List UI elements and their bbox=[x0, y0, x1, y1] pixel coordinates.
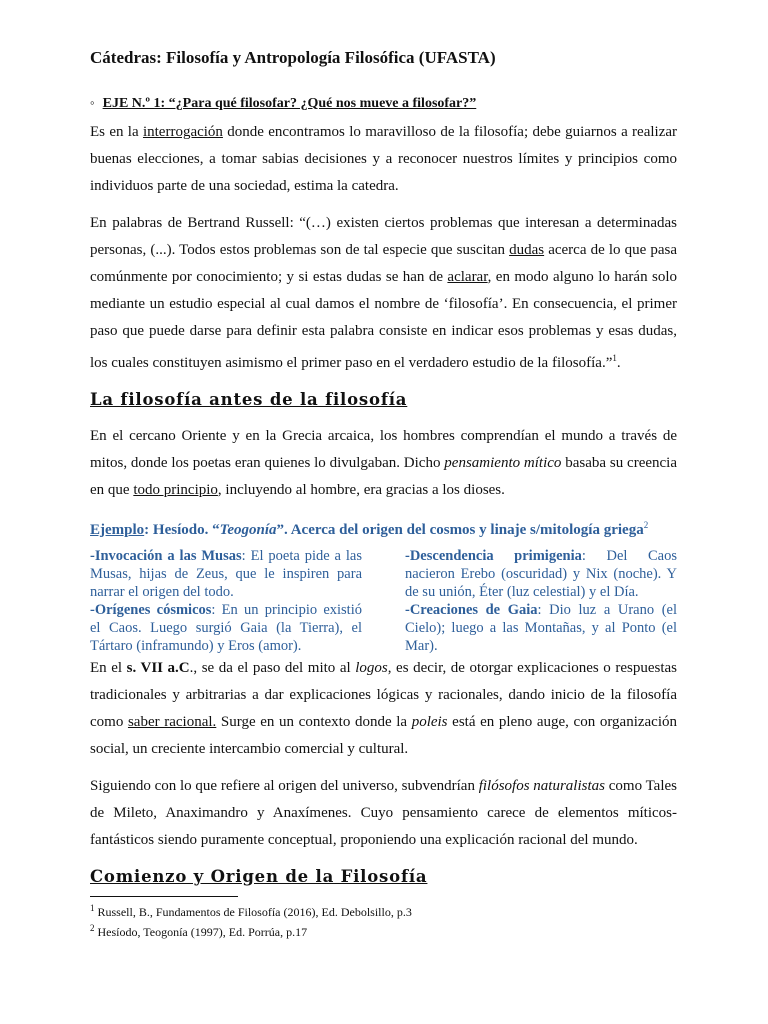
footnote-ref[interactable]: 1 bbox=[612, 353, 617, 363]
document-body bbox=[90, 44, 677, 900]
footnote: $^1$ Russell, B., Fundamentos de Filosofía (2016), Ed. Debolsillo, p.3 bbox=[90, 903, 412, 919]
footnote: $^2$ Hesíodo, Teogonía (1997), Ed. Porrúa, p.17 bbox=[90, 923, 308, 939]
example-label: Ejemplo bbox=[90, 522, 145, 538]
section-heading: La filosofía antes de la filosofía bbox=[90, 390, 408, 409]
paragraph-russell-quote: En palabras de Bertrand Russell: “(…) existen ciertos problemas que interesan a determinadas personas, (...). Todos estos problemas son de tal especie que suscitan dudas acerca de lo que pasa comúnmente por conocimiento; y si estas dudas se han de aclarar, en modo alguno lo harán solo mediante un estudio especial al cual damos el nombre de ‘filosofía’. En consecuencia, el primer paso que puede darse para definir esta palabra consiste en indicar esos problemas y esas dudas, los cuales constituyen asimismo el primer paso en el verdadero estudio de la filosofía.”$^1$. bbox=[90, 215, 678, 371]
paragraph-mythic-thought: En el cercano Oriente y en la Grecia arcaica, los hombres comprendían el mundo a través de mitos, donde los poetas eran quienes lo divulgaban. Dicho pensamiento mítico basaba su creencia en que todo principio, incluyendo al hombre, era gracias a los dioses. bbox=[90, 428, 677, 498]
column-item: -Creaciones de Gaia: Dio luz a Urano (el Cielo); luego a las Montañas, y al Ponto (el Mar). bbox=[405, 602, 677, 654]
column-item: -Invocación a las Musas: El poeta pide a las Musas, hijas de Zeus, que le inspiren para narrar el origen del todo. bbox=[90, 548, 362, 600]
eje-heading bbox=[90, 92, 677, 115]
underlined-term: aclarar bbox=[447, 269, 488, 285]
italic-term: filósofos naturalistas bbox=[478, 778, 605, 794]
underlined-term: dudas bbox=[509, 242, 545, 258]
eje-label: EJE N.º 1: “¿Para qué filosofar? ¿Qué nos mueve a filosofar?” bbox=[102, 96, 477, 111]
footnote-ref[interactable]: 2 bbox=[643, 520, 649, 530]
underlined-term: saber racional. bbox=[127, 714, 217, 730]
footnote-divider bbox=[90, 896, 238, 897]
bullet-icon: ◦ bbox=[90, 95, 95, 110]
italic-term: poleis bbox=[411, 714, 448, 730]
italic-term: logos bbox=[355, 660, 388, 676]
left-column bbox=[90, 547, 362, 655]
underlined-term: interrogación bbox=[142, 124, 223, 140]
two-column-block bbox=[90, 547, 677, 655]
paragraph-logos: En el s. VII a.C., se da el paso del mito al logos, es decir, de otorgar explicaciones o respuestas tradicionales y arbitrarias a dar explicaciones lógicas y racionales, dando inicio de la filosofía como saber racional. Surge en un contexto donde la poleis está en pleno auge, con organización social, un creciente intercambio comercial y cultural. bbox=[90, 660, 678, 757]
italic-term: pensamiento mítico bbox=[444, 455, 562, 471]
section-heading: Comienzo y Origen de la Filosofía bbox=[90, 867, 428, 886]
paragraph-naturalists: Siguiendo con lo que refiere al origen del universo, subvendrían filósofos naturalistas como Tales de Mileto, Anaximandro y Anaxímenes. Cuyo pensamiento carece de elementos míticos-fantásticos siendo puramente conceptual, proponiendo una explicación racional del mundo. bbox=[90, 778, 678, 848]
underlined-term: todo principio bbox=[133, 482, 218, 498]
document-title: Cátedras: Filosofía y Antropología Filosófica (UFASTA) bbox=[90, 48, 496, 67]
right-column bbox=[405, 547, 677, 655]
column-item: -Descendencia primigenia: Del Caos nacieron Erebo (oscuridad) y Nix (noche). Y de su unión, Éter (luz celestial) y el Día. bbox=[405, 548, 678, 600]
example-heading: Ejemplo: Hesíodo. “Teogonía”. Acerca del origen del cosmos y linaje s/mitología griega$^2$ bbox=[90, 520, 649, 538]
column-item: -Orígenes cósmicos: En un principio existió el Caos. Luego surgió Gaia (la Tierra), el Tártaro (inframundo) y Eros (amor). bbox=[90, 602, 362, 654]
footnotes bbox=[90, 896, 677, 940]
paragraph-intro: Es en la interrogación donde encontramos lo maravilloso de la filosofía; debe guiarnos a realizar buenas elecciones, a tomar sabias decisiones y a reconocer nuestros límites y principios como individuos parte de una sociedad, estima la catedra. bbox=[90, 124, 678, 194]
